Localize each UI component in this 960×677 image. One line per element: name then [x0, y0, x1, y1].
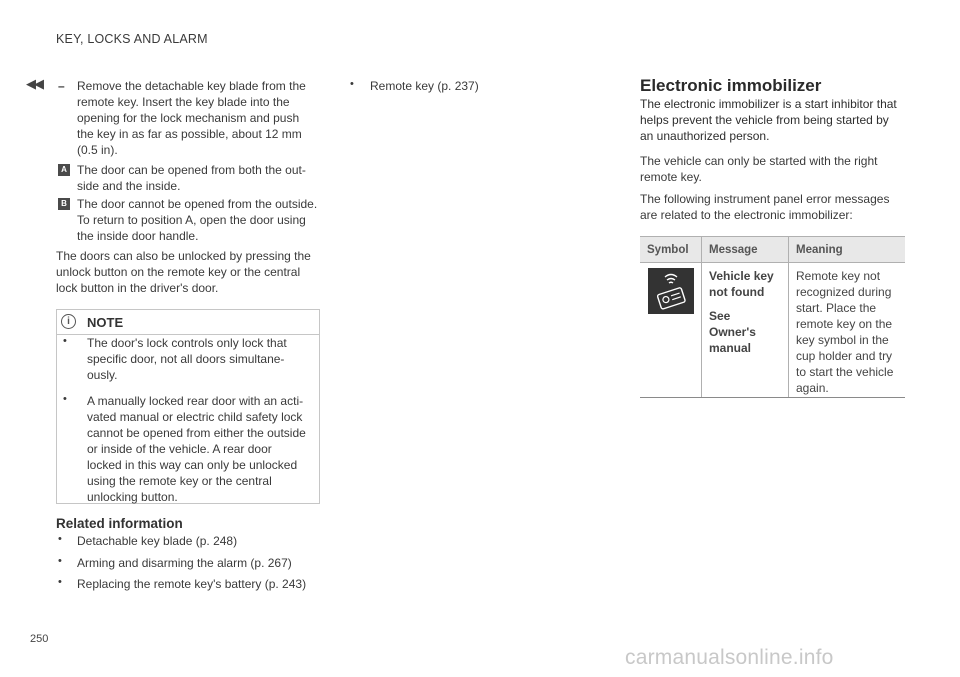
note-title: NOTE	[87, 315, 124, 330]
col-header-message: Message	[702, 237, 789, 263]
table-row	[640, 263, 905, 398]
step-dash: –	[58, 79, 65, 93]
label-a-text: The door can be opened from both the out- side and the inside.	[77, 163, 306, 193]
related-link-1[interactable]: Detachable key blade (p. 248)	[77, 534, 238, 548]
remote-key-on-key-symbol-icon	[648, 268, 694, 314]
note-bullet-2: A manually locked rear door with an acti- vated manual or electric child safety lock cannot be opened from either the outside or inside of the vehicle. A rear door locked in this way can only be unlocked using the remote key or the central unlocking button.	[87, 394, 306, 504]
related-link-2[interactable]: Arming and disarming the alarm (p. 267)	[77, 556, 292, 570]
label-b-badge: B	[58, 198, 70, 210]
label-a-badge: A	[58, 164, 70, 176]
watermark: carmanualsonline.info	[625, 646, 834, 669]
related-link-3[interactable]: Replacing the remote key's battery (p. 243)	[77, 577, 307, 591]
col-header-symbol: Symbol	[640, 237, 702, 263]
note-header	[57, 310, 319, 335]
symbol-cell	[640, 263, 702, 398]
note-bullet-1: The door's lock controls only lock that specific door, not all doors simultane- ously.	[87, 336, 287, 382]
table-header-row	[640, 237, 905, 263]
unlock-paragraph: The doors can also be unlocked by pressing the unlock button on the remote key or the central lock button in the driver's door.	[56, 249, 311, 295]
middle-link[interactable]: Remote key (p. 237)	[370, 79, 479, 93]
bullet-icon: •	[58, 576, 62, 588]
paragraph-1: The vehicle can only be started with the right remote key.	[640, 154, 878, 184]
message-text: Vehicle key not found	[709, 269, 774, 299]
back-arrows-icon[interactable]: ◀◀	[26, 76, 42, 91]
bullet-icon: •	[63, 335, 67, 347]
error-messages-table	[640, 236, 905, 398]
note-box	[56, 309, 320, 504]
page-number: 250	[30, 633, 49, 645]
paragraph-2: The following instrument panel error messages are related to the electronic immobilizer:	[640, 192, 890, 222]
intro-paragraph: The electronic immobilizer is a start inhibitor that helps prevent the vehicle from being started by an unauthorized person.	[640, 97, 897, 143]
bullet-icon: •	[58, 533, 62, 545]
label-b-text: The door cannot be opened from the outside. To return to position A, open the door using the inside door handle.	[77, 197, 318, 243]
bullet-icon: •	[350, 78, 354, 90]
info-icon: i	[61, 314, 76, 329]
section-heading: Electronic immobilizer	[640, 76, 822, 95]
bullet-icon: •	[63, 393, 67, 405]
bullet-icon: •	[58, 555, 62, 567]
section-title: KEY, LOCKS AND ALARM	[56, 32, 208, 46]
meaning-cell	[789, 263, 906, 398]
related-title: Related information	[56, 516, 183, 531]
col-header-meaning: Meaning	[789, 237, 906, 263]
see-manual-text: See Owner's manual	[709, 309, 756, 355]
message-cell	[702, 263, 789, 398]
meaning-text: Remote key not recognized during start. Place the remote key on the key symbol in the cup holder and try to start the vehicle again.	[796, 269, 894, 395]
step-text: Remove the detachable key blade from the remote key. Insert the key blade into the opening for the lock mechanism and push the key in as far as possible, about 12 mm (0.5 in).	[77, 79, 306, 157]
